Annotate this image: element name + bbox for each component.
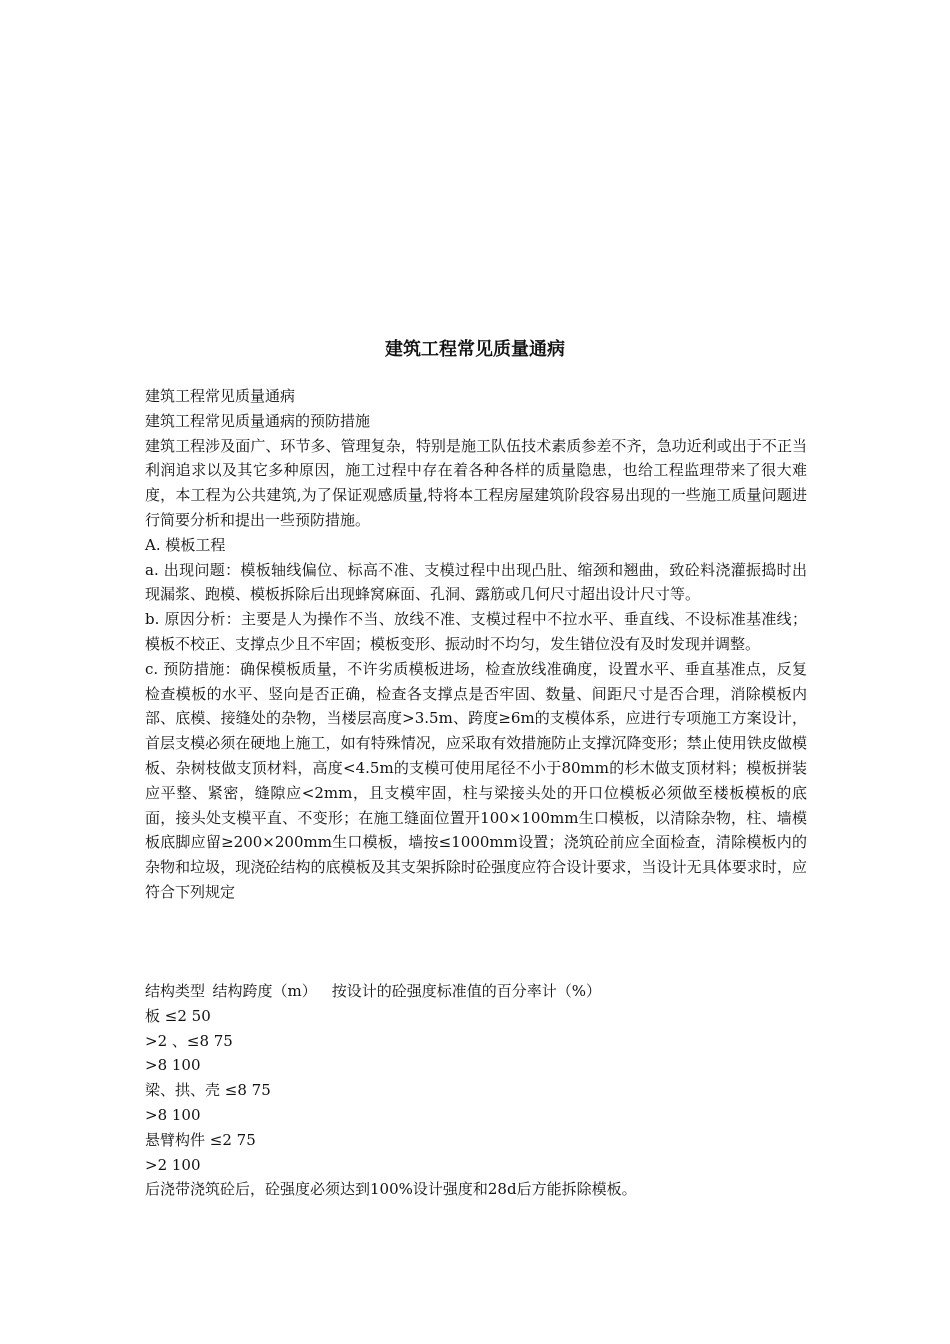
strength-table — [145, 979, 807, 1202]
table-header-row — [145, 979, 807, 1004]
table-row: >2 、≤8 75 — [145, 1031, 233, 1050]
paragraph-problems: a. 出现问题：模板轴线偏位、标高不准、支模过程中出现凸肚、缩颈和翘曲，致砼料浇灌振捣时出现漏浆、跑模、模板拆除后出现蜂窝麻面、孔洞、露筋或几何尺寸超出设计尺寸等。 — [145, 560, 807, 604]
table-row: >8 100 — [145, 1105, 201, 1124]
paragraph-subheading: 建筑工程常见质量通病的预防措施 — [145, 411, 371, 430]
table-row: >2 100 — [145, 1155, 201, 1174]
document-body — [145, 384, 807, 905]
table-header-cell: 结构类型 — [145, 982, 206, 1000]
section-heading-formwork: A. 模板工程 — [145, 535, 226, 554]
table-header-cell: 按设计的砼强度标准值的百分率计（%） — [331, 982, 602, 1000]
table-row: 悬臂构件 ≤2 75 — [145, 1130, 256, 1149]
paragraph-heading: 建筑工程常见质量通病 — [145, 387, 296, 405]
table-header-cell: 结构跨度（m） — [212, 982, 317, 1000]
paragraph-cause-analysis: b. 原因分析：主要是人为操作不当、放线不准、支模过程中不拉水平、垂直线、不设标准基准线；模板不校正、支撑点少且不牢固；模板变形、振动时不均匀，发生错位没有及时发现并调整。 — [145, 610, 807, 653]
paragraph-prevention: c. 预防措施：确保模板质量，不许劣质模板进场，检查放线准确度，设置水平、垂直基准点，反复检查模板的水平、竖向是否正确，检查各支撑点是否牢固、数量、间距尺寸是否合理，消除模板内部、底模、接缝处的杂物，当楼层高度>3.5m、跨度≥6m的支模体系，应进行专项施工方案设计，首层支模必须在硬地上施工，如有特殊情况，应采取有效措施防止支撑沉降变形；禁止使用铁皮做模板、杂树枝做支顶材料，高度<4.5m的支模可使用尾径不小于80mm的杉木做支顶材料；模板拼装应平整、紧密，缝隙应<2mm，且支模牢固，柱与梁接头处的开口位模板必须做至楼板模板的底面，接头处支模平直、不变形；在施工缝面位置开100×100mm生口模板，以清除杂物，柱、墙模板底脚应留≥200×200mm生口模板，墙按≤1000mm设置；浇筑砼前应全面检查，清除模板内的杂物和垃圾，现浇砼结构的底模板及其支架拆除时砼强度应符合设计要求，当设计无具体要求时，应符合下列规定 — [145, 659, 807, 901]
paragraph-intro: 建筑工程涉及面广、环节多、管理复杂，特别是施工队伍技术素质参差不齐，急功近利或出于不正当利润追求以及其它多种原因，施工过程中存在着各种各样的质量隐患，也给工程监理带来了很大难度，本工程为公共建筑,为了保证观感质量,特将本工程房屋建筑阶段容易出现的一些施工质量问题进行简要分析和提出一些预防措施。 — [145, 436, 807, 529]
closing-note: 后浇带浇筑砼后，砼强度必须达到100%设计强度和28d后方能拆除模板。 — [145, 1180, 637, 1199]
table-row: 梁、拱、壳 ≤8 75 — [145, 1081, 271, 1100]
table-row: >8 100 — [145, 1056, 201, 1075]
document-title: 建筑工程常见质量通病 — [385, 339, 565, 360]
table-row: 板 ≤2 50 — [145, 1006, 211, 1025]
